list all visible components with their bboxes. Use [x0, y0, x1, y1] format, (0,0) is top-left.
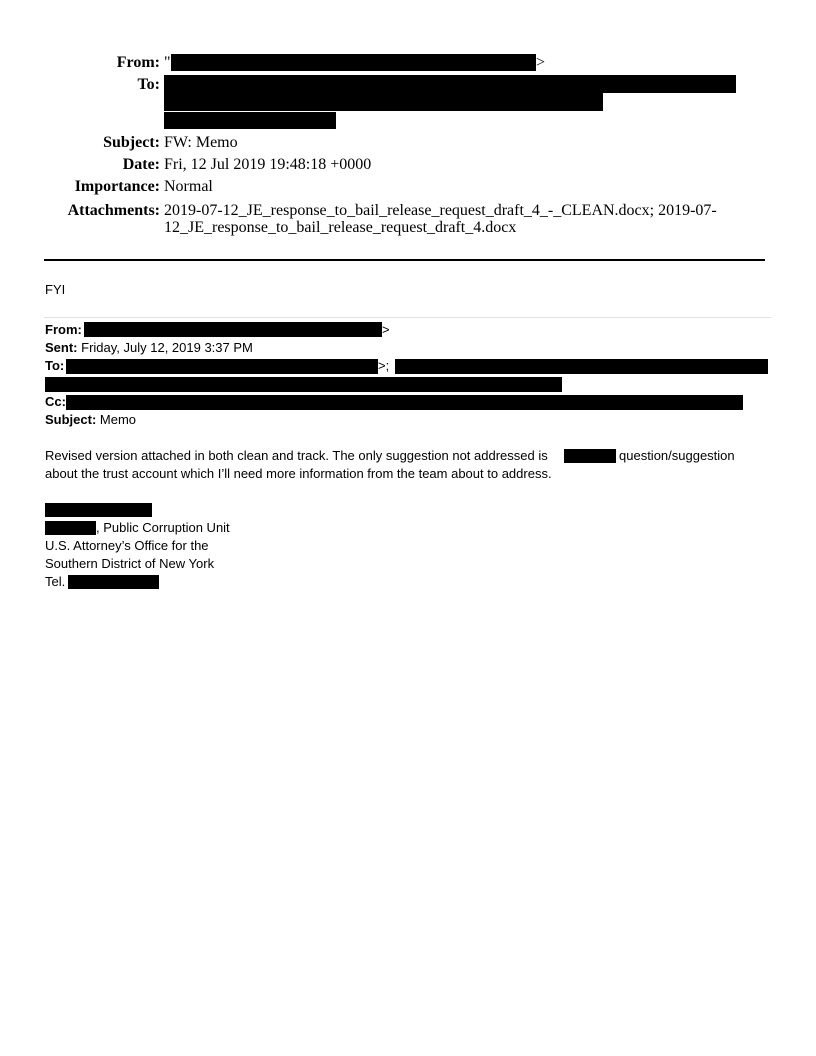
fwd-from-row — [45, 321, 82, 339]
fwd-to-redaction-1 — [66, 359, 378, 374]
fwd-to-redaction-3 — [45, 377, 562, 392]
from-prefix: " — [164, 54, 171, 71]
subject-value: FW: Memo — [164, 134, 238, 151]
message-line-1a: Revised version attached in both clean and track. The only suggestion not addressed is — [45, 448, 548, 463]
importance-value: Normal — [164, 178, 213, 195]
importance-label: Importance: — [74, 178, 160, 195]
sig-office-2: Southern District of New York — [45, 556, 215, 571]
fwd-to-row — [45, 357, 64, 375]
from-redaction — [171, 54, 536, 71]
fwd-subject-value: Memo — [99, 412, 137, 427]
to-redaction-3 — [164, 112, 336, 129]
fwd-subject-label: Subject: — [45, 412, 97, 427]
to-label: To: — [137, 76, 160, 93]
fwd-sent-row — [45, 339, 253, 357]
fwd-from-redaction — [84, 322, 382, 337]
from-suffix: > — [536, 54, 546, 71]
fwd-to-sep: >; — [378, 358, 390, 373]
from-label: From: — [116, 54, 160, 71]
fwd-cc-label: Cc: — [45, 394, 66, 409]
sig-office-1: U.S. Attorney’s Office for the — [45, 538, 209, 553]
fyi-text: FYI — [45, 282, 66, 297]
sig-unit: , Public Corruption Unit — [96, 520, 230, 535]
message-name-redaction — [564, 449, 616, 463]
message-line-2: about the trust account which I’ll need more information from the team about to address. — [45, 466, 552, 481]
fwd-from-label: From: — [45, 322, 82, 337]
fwd-from-suffix: > — [382, 322, 390, 337]
to-redaction-1 — [164, 75, 736, 93]
subject-label: Subject: — [103, 134, 160, 151]
attachment-link-1[interactable]: 2019-07-12_JE_response_to_bail_release_request_draft_4_-_CLEAN.docx; 2019-07- — [164, 202, 717, 219]
sig-title-redaction — [45, 521, 96, 535]
sig-tel-label: Tel. — [45, 574, 66, 589]
fwd-cc-row — [45, 393, 66, 411]
fwd-to-redaction-2 — [395, 359, 768, 374]
forward-divider — [44, 317, 771, 318]
header-divider — [44, 259, 765, 261]
sig-tel-redaction — [68, 575, 159, 589]
attachment-link-2[interactable]: 12_JE_response_to_bail_release_request_draft_4.docx — [164, 219, 517, 236]
message-line-1b: question/suggestion — [619, 448, 735, 463]
to-redaction-2 — [164, 93, 603, 111]
fwd-subject-row — [45, 411, 136, 429]
fwd-sent-value: Friday, July 12, 2019 3:37 PM — [81, 340, 253, 355]
fwd-to-label: To: — [45, 358, 65, 373]
fwd-cc-redaction — [66, 395, 743, 410]
date-value: Fri, 12 Jul 2019 19:48:18 +0000 — [164, 156, 372, 173]
sig-name-redaction — [45, 503, 152, 517]
date-label: Date: — [122, 156, 160, 173]
attachments-label: Attachments: — [67, 202, 160, 219]
fwd-sent-label: Sent: — [45, 340, 78, 355]
